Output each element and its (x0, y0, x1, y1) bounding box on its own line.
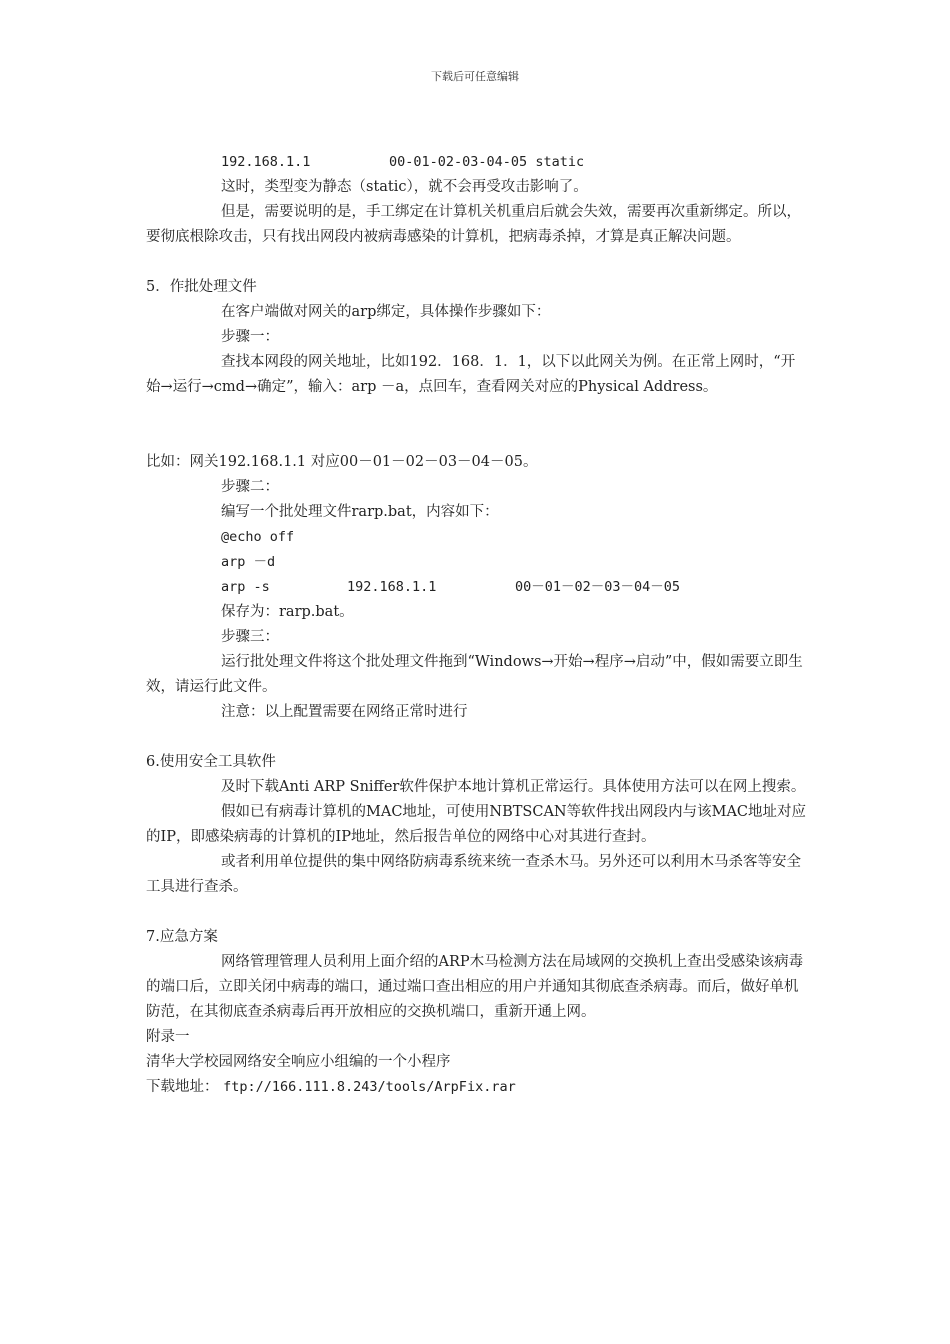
spacer (146, 900, 808, 925)
section-5-title: 5．作批处理文件 (146, 279, 257, 295)
step-1-text: 查找本网段的网关地址，比如192．168．1．1，以下以此网关为例。在正常上网时，“开始→运行→cmd→确定”，输入：arp －a，点回车，查看网关对应的Physical Address。 (146, 354, 796, 395)
step-2-label: 步骤二： (221, 479, 279, 495)
section-6-paragraph-1: 及时下载Anti ARP Sniffer软件保护本地计算机正常运行。具体使用方法可以在网上搜索。 (221, 779, 806, 795)
save-as-line: 保存为：rarp.bat。 (221, 604, 354, 620)
arp-type: static (535, 154, 585, 170)
bat-ip: 192.168.1.1 (347, 579, 437, 595)
appendix-title: 附录一 (146, 1029, 190, 1045)
section-7-title: 7.应急方案 (146, 929, 218, 945)
step-3-text: 运行批处理文件将这个批处理文件拖到“Windows→开始→程序→启动”中，假如需要立即生效，请运行此文件。 (146, 654, 803, 695)
bat-cmd: arp -s (221, 579, 270, 595)
paragraph-note: 但是，需要说明的是，手工绑定在计算机关机重启后就会失效，需要再次重新绑定。所以，要彻底根除攻击，只有找出网段内被病毒感染的计算机，把病毒杀掉，才算是真正解决问题。 (146, 204, 801, 245)
download-link[interactable]: ftp://166.111.8.243/tools/ArpFix.rar (223, 1079, 516, 1095)
step-3-label: 步骤三： (221, 629, 279, 645)
bat-mac: 00－01－02－03－04－05 (515, 579, 681, 595)
bat-line-3 (146, 575, 808, 600)
section-5-intro: 在客户端做对网关的arp绑定，具体操作步骤如下： (221, 304, 551, 320)
section-6-paragraph-3: 或者利用单位提供的集中网络防病毒系统来统一查杀木马。另外还可以利用木马杀客等安全工具进行查杀。 (146, 854, 801, 895)
example-line: 比如：网关192.168.1.1 对应00－01－02－03－04－05。 (146, 454, 538, 470)
spacer (146, 250, 808, 275)
download-label: 下载地址： (146, 1079, 219, 1095)
bat-line-2: arp －d (221, 554, 276, 570)
appendix-description: 清华大学校园网络安全响应小组编的一个小程序 (146, 1054, 451, 1070)
document-body (146, 150, 808, 1100)
arp-static-row (146, 150, 808, 175)
paragraph-static: 这时，类型变为静态（static），就不会再受攻击影响了。 (221, 179, 588, 195)
arp-ip: 192.168.1.1 (221, 154, 311, 170)
spacer (146, 400, 808, 450)
section-6-paragraph-2: 假如已有病毒计算机的MAC地址，可使用NBTSCAN等软件找出网段内与该MAC地址对应的IP，即感染病毒的计算机的IP地址，然后报告单位的网络中心对其进行查封。 (146, 804, 807, 845)
section-6-title: 6.使用安全工具软件 (146, 754, 276, 770)
arp-mac: 00-01-02-03-04-05 (389, 154, 528, 170)
step-1-label: 步骤一： (221, 329, 279, 345)
step-2-text: 编写一个批处理文件rarp.bat，内容如下： (221, 504, 499, 520)
section-7-paragraph-1: 网络管理管理人员利用上面介绍的ARP木马检测方法在局域网的交换机上查出受感染该病毒的端口后，立即关闭中病毒的端口，通过端口查出相应的用户并通知其彻底查杀病毒。而后，做好单机防范，在其彻底查杀病毒后再开放相应的交换机端口，重新开通上网。 (146, 954, 804, 1020)
spacer (146, 725, 808, 750)
download-line (146, 1075, 808, 1100)
notice-line: 注意：以上配置需要在网络正常时进行 (221, 704, 468, 720)
bat-line-1: @echo off (221, 529, 295, 545)
page-header: 下载后可任意编辑 (431, 70, 519, 83)
